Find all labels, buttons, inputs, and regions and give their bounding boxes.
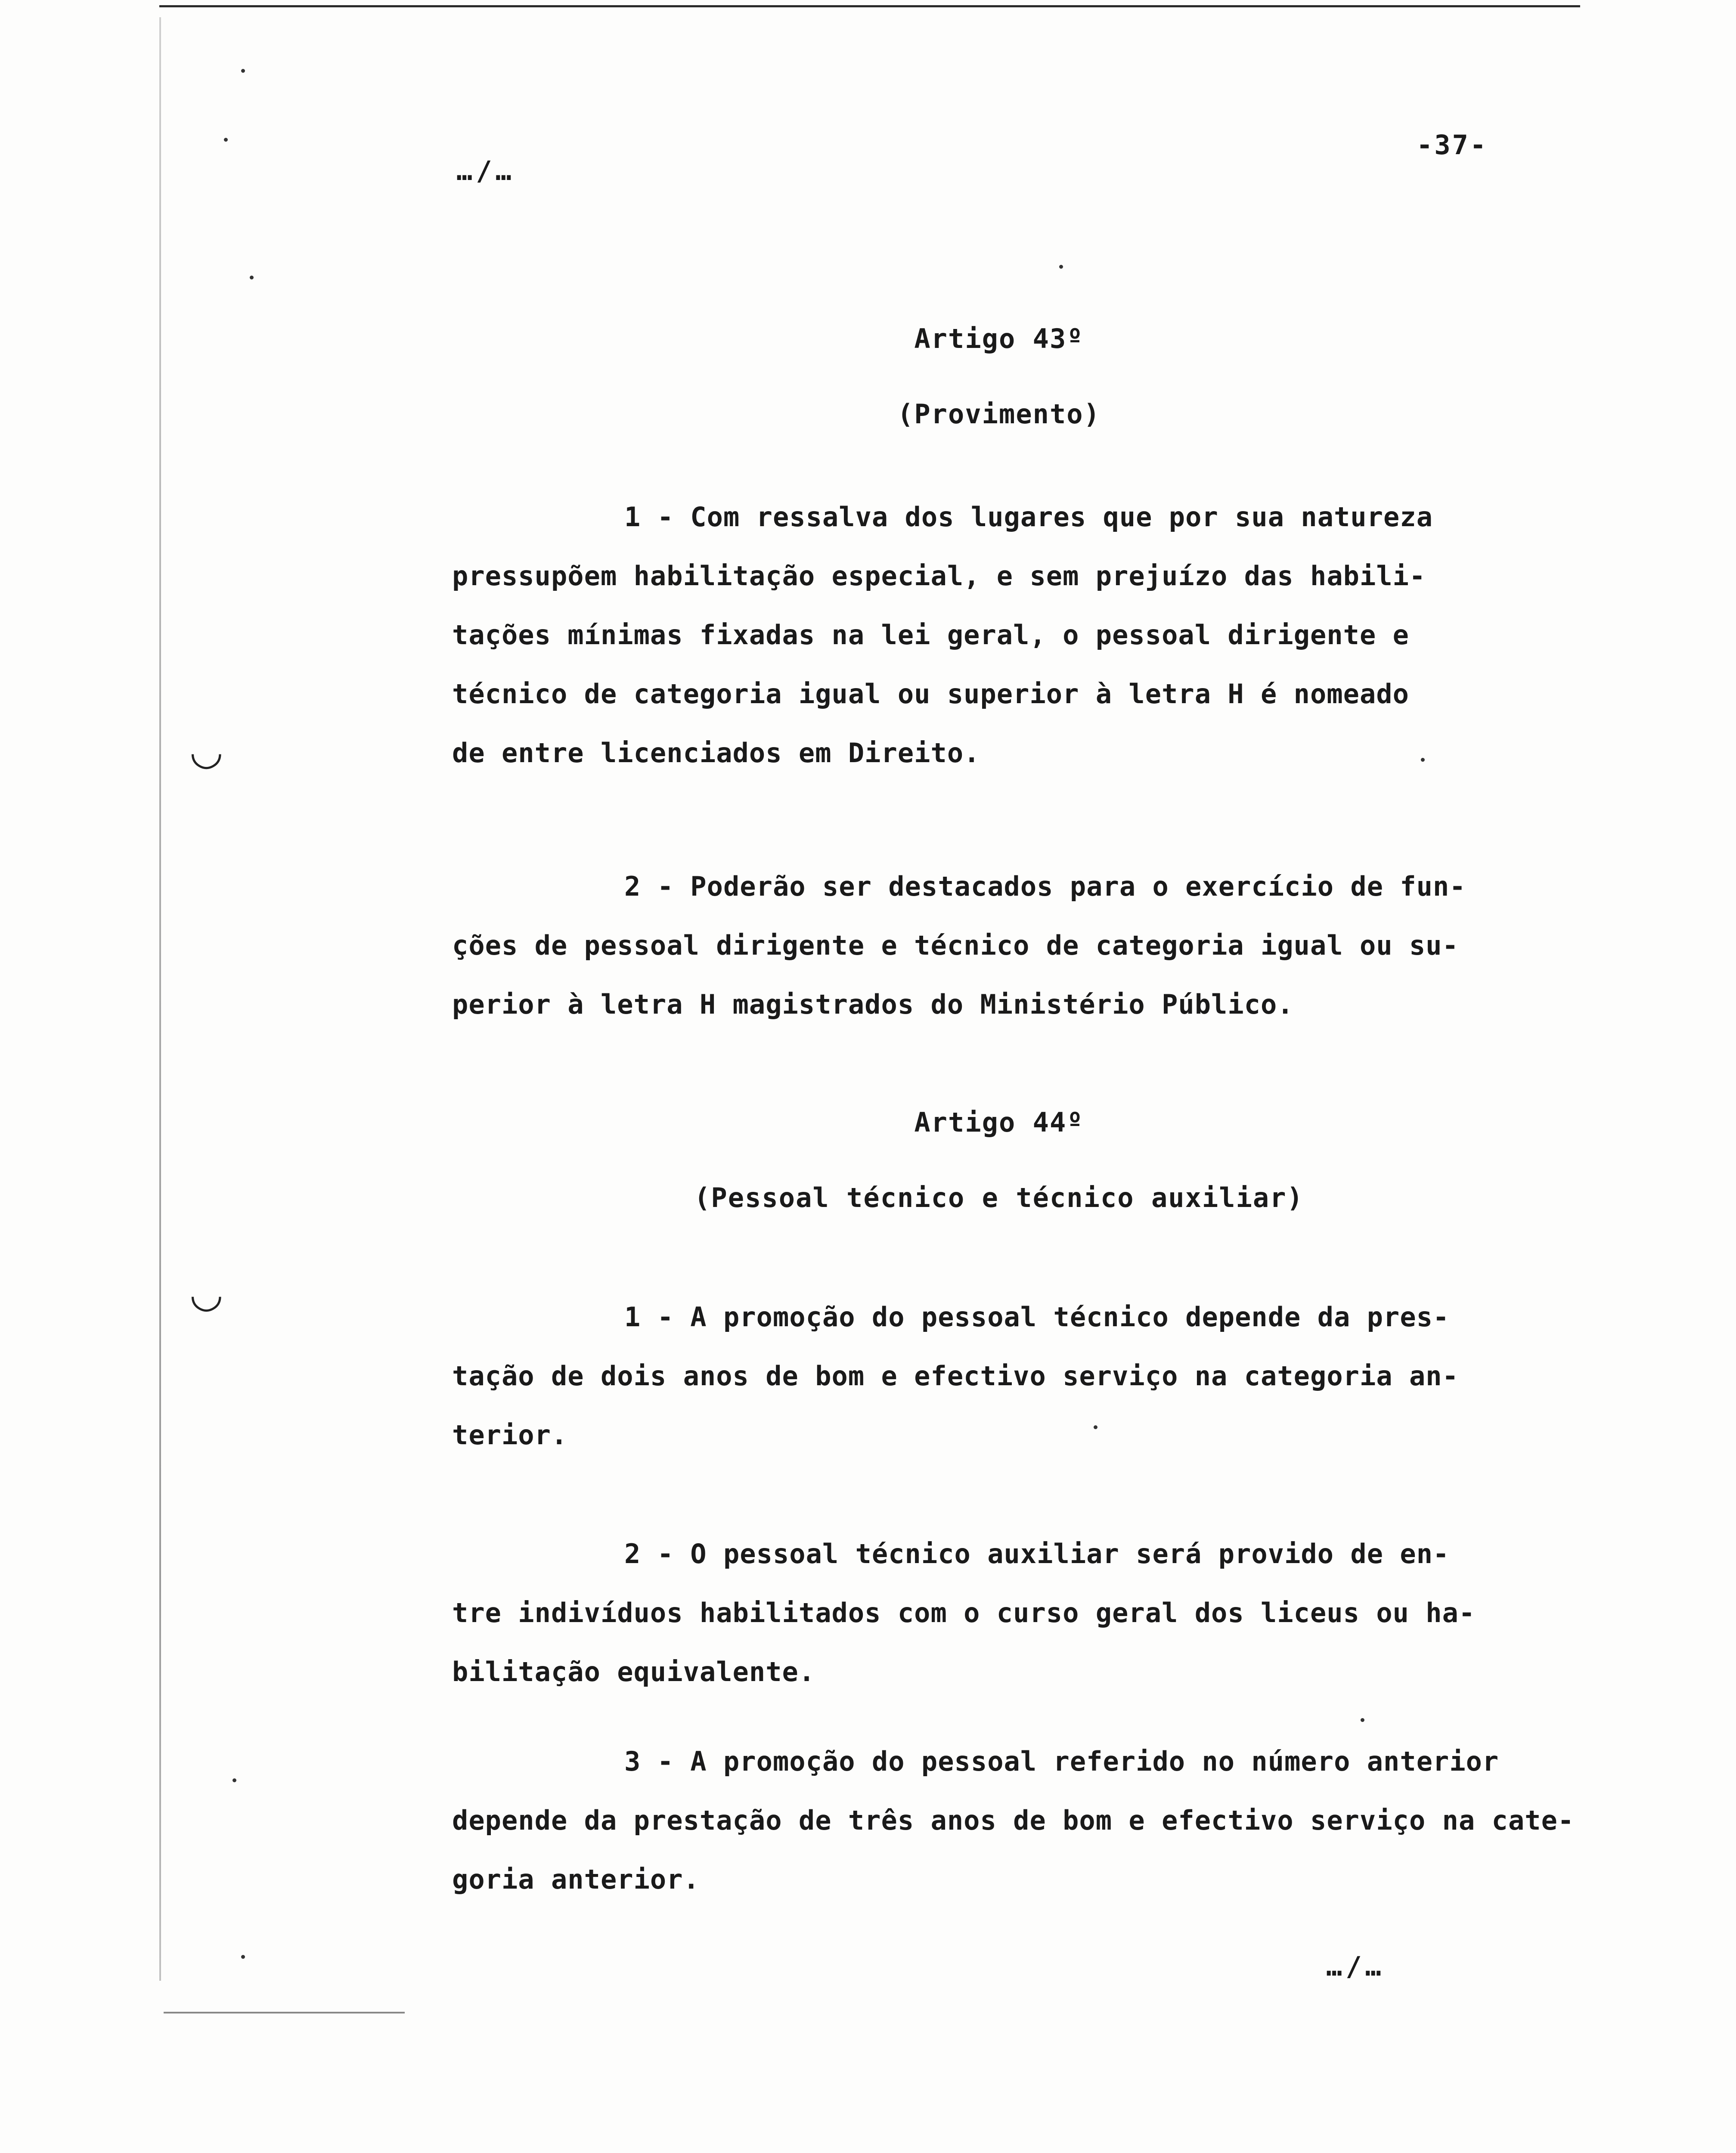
- text-line: de entre licenciados em Direito.: [452, 737, 980, 769]
- text-line: ções de pessoal dirigente e técnico de categoria igual ou su-: [452, 930, 1459, 961]
- scan-speck: [1059, 265, 1063, 269]
- article-44-title: Artigo 44º: [914, 1107, 1084, 1138]
- top-border-line: [159, 5, 1580, 7]
- text-line: técnico de categoria igual ou superior à letra H é nomeado: [452, 678, 1409, 710]
- article-44-paragraph-3: [452, 1732, 1580, 1909]
- binding-hole-mark-icon: ◡: [189, 1271, 223, 1316]
- scan-speck: [241, 69, 245, 73]
- text-line: 1 - A promoção do pessoal técnico depende da pres-: [624, 1301, 1450, 1333]
- scan-speck: [232, 1778, 236, 1782]
- text-line: bilitação equivalente.: [452, 1656, 815, 1688]
- article-44-paragraph-1: [452, 1287, 1580, 1464]
- text-line: terior.: [452, 1419, 568, 1451]
- text-line: 3 - A promoção do pessoal referido no número anterior: [624, 1746, 1499, 1777]
- continuation-marker-bottom: …/…: [1326, 1951, 1385, 1982]
- article-44-paragraph-2: [452, 1524, 1580, 1701]
- scan-speck: [241, 1955, 245, 1959]
- text-line: tre indivíduos habilitados com o curso geral dos liceus ou ha-: [452, 1597, 1476, 1629]
- text-line: pressupõem habilitação especial, e sem prejuízo das habili-: [452, 560, 1426, 592]
- scan-speck: [1361, 1718, 1364, 1722]
- article-44-subtitle: (Pessoal técnico e técnico auxiliar): [694, 1182, 1304, 1213]
- continuation-marker-top: …/…: [456, 155, 515, 186]
- text-line: tações mínimas fixadas na lei geral, o pessoal dirigente e: [452, 619, 1409, 651]
- text-line: 2 - Poderão ser destacados para o exercício de fun-: [624, 871, 1466, 902]
- article-43-title: Artigo 43º: [914, 323, 1084, 354]
- bottom-left-border-line: [164, 2012, 405, 2013]
- page-number: -37-: [1417, 129, 1488, 161]
- text-line: 2 - O pessoal técnico auxiliar será provido de en-: [624, 1538, 1450, 1570]
- scan-speck: [224, 138, 228, 142]
- left-margin-edge: [159, 17, 161, 1981]
- text-line: depende da prestação de três anos de bom e efectivo serviço na cate-: [452, 1805, 1575, 1836]
- text-line: 1 - Com ressalva dos lugares que por sua natureza: [624, 501, 1433, 533]
- article-43-subtitle: (Provimento): [897, 398, 1100, 430]
- text-line: goria anterior.: [452, 1864, 700, 1895]
- article-43-paragraph-2: [452, 857, 1580, 1034]
- binding-hole-mark-icon: ◡: [189, 729, 223, 774]
- article-43-paragraph-1: [452, 487, 1580, 782]
- scan-speck: [250, 276, 254, 279]
- text-line: perior à letra H magistrados do Ministério Público.: [452, 989, 1294, 1020]
- text-line: tação de dois anos de bom e efectivo serviço na categoria an-: [452, 1360, 1459, 1392]
